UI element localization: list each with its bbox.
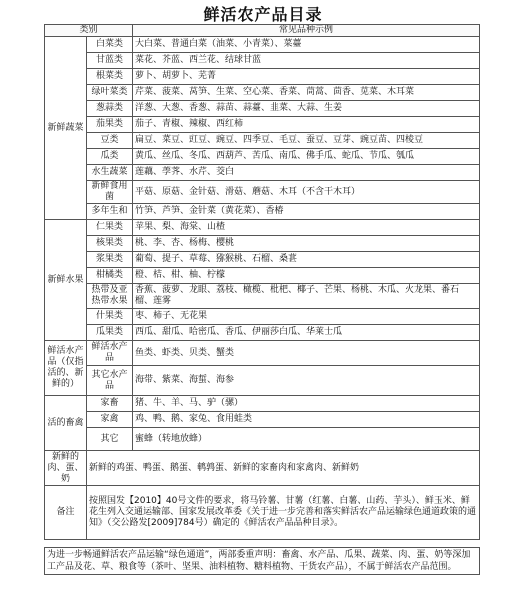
table-row [45,309,480,325]
table-row [45,53,480,69]
subcategory-label: 水生蔬菜 [87,165,133,181]
examples-cell: 平菇、原菇、金针菇、滑菇、蘑菇、木耳（不含干木耳） [133,181,480,204]
section-label: 新鲜的肉、蛋、奶 [45,451,87,486]
examples-cell: 大白菜、普通白菜（油菜、小青菜）、菜薹 [133,37,480,53]
table-row [45,325,480,341]
catalog-table [44,24,480,540]
examples-cell: 海带、紫菜、海蜇、海参 [133,366,480,396]
table-row [45,181,480,204]
subcategory-label: 鲜活水产品 [87,341,133,366]
examples-cell: 茄子、青椒、辣椒、西红柿 [133,117,480,133]
table-row [45,101,480,117]
header-category: 类别 [45,25,133,37]
examples-cell: 萝卜、胡萝卜、芜菁 [133,69,480,85]
examples-cell: 新鲜的鸡蛋、鸭蛋、鹅蛋、鹌鹑蛋、新鲜的家畜肉和家禽肉、新鲜奶 [87,451,480,486]
examples-cell: 竹笋、芦笋、金针菜（黄花菜）、香椿 [133,204,480,220]
subcategory-label: 仁果类 [87,220,133,236]
table-row [45,428,480,451]
subcategory-label: 绿叶菜类 [87,85,133,101]
table-row [45,268,480,284]
subcategory-label: 茄果类 [87,117,133,133]
subcategory-label: 葱蒜类 [87,101,133,117]
header-examples: 常见品种示例 [133,25,480,37]
table-row [45,69,480,85]
examples-cell: 桃、李、杏、杨梅、樱桃 [133,236,480,252]
examples-cell: 葡萄、提子、草莓、猕猴桃、石榴、桑葚 [133,252,480,268]
table-row [45,220,480,236]
table-row [45,252,480,268]
section-label: 活的畜禽 [45,396,87,451]
section-label: 新鲜水果 [45,220,87,341]
table-row [45,341,480,366]
subcategory-label: 热带及亚热带水果 [87,284,133,309]
subcategory-label: 甘蓝类 [87,53,133,69]
footer-note: 为进一步畅通鲜活农产品运输“绿色通道”，两部委重声明：畜禽、水产品、瓜果、蔬菜、肉、蛋、奶等深加工产品及花、草、粮食等（茶叶、坚果、油料植物、糖料植物、干货农产品），不属于鲜活农产品范围。 [44,547,480,575]
subcategory-label: 瓜类 [87,149,133,165]
table-row [45,165,480,181]
subcategory-label: 豆类 [87,133,133,149]
subcategory-label: 什果类 [87,309,133,325]
subcategory-label: 白菜类 [87,37,133,53]
subcategory-label: 其它水产品 [87,366,133,396]
subcategory-label: 其它 [87,428,133,451]
examples-cell: 橙、桔、柑、柚、柠檬 [133,268,480,284]
subcategory-label: 家畜 [87,396,133,412]
subcategory-label: 家禽 [87,412,133,428]
examples-cell: 芹菜、菠菜、莴笋、生菜、空心菜、香菜、茼蒿、茴香、苋菜、木耳菜 [133,85,480,101]
section-label: 新鲜蔬菜 [45,37,87,220]
table-row [45,204,480,220]
subcategory-label: 多年生和 [87,204,133,220]
meat-row [45,451,480,486]
subcategory-label: 浆果类 [87,252,133,268]
examples-cell: 苹果、梨、海棠、山楂 [133,220,480,236]
section-label: 鲜活水产品（仅指活的、新鲜的） [45,341,87,396]
remark-text: 按照国发【2010】40号文件的要求，将马铃薯、甘薯（红薯、白薯、山药、芋头）、鲜玉米、鲜花生列入交通运输部、国家发展改革委《关于进一步完善和落实鲜活农产品运输绿色通道政策的通知》（交公路发[2009]784号）确定的《鲜活农产品品种目录》。 [87,486,480,540]
table-row [45,133,480,149]
examples-cell: 枣、柿子、无花果 [133,309,480,325]
examples-cell: 鱼类、虾类、贝类、蟹类 [133,341,480,366]
remark-row [45,486,480,540]
examples-cell: 黄瓜、丝瓜、冬瓜、西葫芦、苦瓜、南瓜、佛手瓜、蛇瓜、节瓜、瓠瓜 [133,149,480,165]
examples-cell: 洋葱、大葱、香葱、蒜苗、蒜薹、韭菜、大蒜、生姜 [133,101,480,117]
examples-cell: 鸡、鸭、鹅、家兔、食用蛙类 [133,412,480,428]
table-row [45,117,480,133]
subcategory-label: 瓜果类 [87,325,133,341]
examples-cell: 扁豆、菜豆、豇豆、豌豆、四季豆、毛豆、蚕豆、豆芽、豌豆苗、四棱豆 [133,133,480,149]
table-row [45,85,480,101]
page-title: 鲜活农产品目录 [203,5,323,24]
table-row [45,37,480,53]
table-row [45,366,480,396]
examples-cell: 莲藕、荸荠、水芹、茭白 [133,165,480,181]
table-row [45,149,480,165]
subcategory-label: 新鲜食用菌 [87,181,133,204]
subcategory-label: 柑橘类 [87,268,133,284]
examples-cell: 蜜蜂（转地放蜂） [133,428,480,451]
table-row [45,236,480,252]
examples-cell: 香蕉、菠萝、龙眼、荔枝、橄榄、枇杷、椰子、芒果、杨桃、木瓜、火龙果、番石榴、莲雾 [133,284,480,309]
subcategory-label: 核果类 [87,236,133,252]
header-row [45,25,480,37]
examples-cell: 菜花、芥蓝、西兰花、结球甘蓝 [133,53,480,69]
examples-cell: 西瓜、甜瓜、哈密瓜、香瓜、伊丽莎白瓜、华莱士瓜 [133,325,480,341]
table-row [45,284,480,309]
subcategory-label: 根菜类 [87,69,133,85]
examples-cell: 猪、牛、羊、马、驴（骡） [133,396,480,412]
table-row [45,412,480,428]
remark-label: 备注 [45,486,87,540]
table-row [45,396,480,412]
